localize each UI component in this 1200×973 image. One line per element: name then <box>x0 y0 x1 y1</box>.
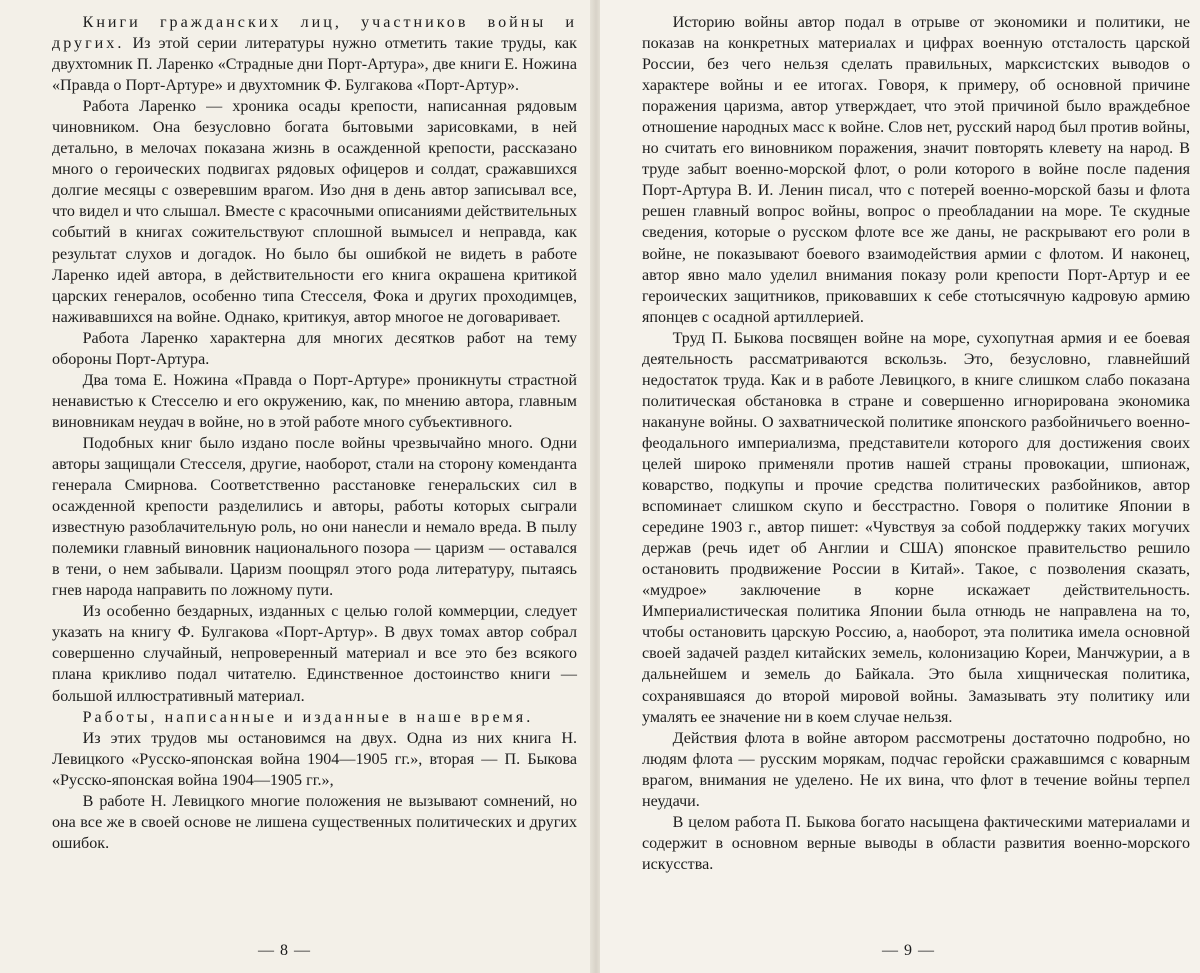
page-number: — 8 — <box>258 942 311 959</box>
paragraph: В целом работа П. Быкова богато насыщена фактическими материалами и содержит в основном верные выводы в области развития военно-морского искусства. <box>642 813 1190 873</box>
paragraph: Подобных книг было издано после войны чрезвычайно много. Одни авторы защищали Стесселя, другие, наоборот, стали на сторону коменданта генерала Смирнова. Соответственно расстановке генеральских сил в осажденной крепости разделились и авторы, работы которых сыграли известную разоблачительную роль, но они нанесли и немало вреда. В пылу полемики главный виновник национального позора — царизм — оставался в тени, о нем забывали. Царизм поощрял этого рода литературу, пытаясь гнев народа направить по ложному пути. <box>52 434 577 600</box>
section-heading: Книги гражданских лиц, участников войны и других. <box>52 14 577 53</box>
paragraph: Из этих трудов мы остановимся на двух. Одна из них книга Н. Левицкого «Русско-японская война 1904—1905 гг.», вторая — П. Быкова «Русско-японская война 1904—1905 гг.», <box>52 729 577 789</box>
paragraph: Два тома Е. Ножина «Правда о Порт-Артуре» проникнуты страстной ненавистью к Стесселю и его окружению, как, по мнению автора, главным виновникам неудач в войне, но в этой работе много субъективного. <box>52 371 577 431</box>
paragraph-text: Из этой серии литературы нужно отметить такие труды, как двухтомник П. Ларенко «Страдные дни Порт-Артура», две книги Е. Ножина «Правда о Порт-Артуре» и двухтомник Ф. Булгакова «Порт-Артур». <box>52 35 577 95</box>
paragraph: Работа Ларенко характерна для многих десятков работ на тему обороны Порт-Артура. <box>52 329 577 368</box>
page-number: — 9 — <box>882 942 935 959</box>
paragraph <box>52 12 577 96</box>
left-page-text <box>52 12 577 854</box>
paragraph: Труд П. Быкова посвящен войне на море, сухопутная армия и ее боевая деятельность рассматриваются вскользь. Это, безусловно, главнейший недостаток труда. Как и в работе Левицкого, в книге слишком слабо показана политическая обстановка в стране и совершенно игнорирована экономика накануне войны. О захватнической политике японского разбойничьего военно-феодального империализма, представители которого для достижения своих целей широко применяли против нашей страны провокации, шпионаж, коварство, подкупы и прочие средства политических разбойников, автор вспоминает слишком скупо и бесстрастно. Говоря о политике Японии в середине 1903 г., автор пишет: «Чувствуя за собой поддержку таких могучих держав (речь идет об Англии и США) японское правительство решило остановить продвижение России в Китай». Такое, с позволения сказать, «мудрое» заключение в корне искажает действительность. Империалистическая политика Японии была отнюдь не направлена на то, чтобы остановить царскую Россию, а, наоборот, эта политика имела основной своей задачей раздел китайских земель, колонизацию Кореи, Манчжурии, а в дальнейшем и земель до Байкала. Это была хищническая политика, сохранявшаяся до второй мировой войны. Замазывать эту политику или умалять ее значение ни в коем случае нельзя. <box>642 329 1190 726</box>
right-page-text <box>642 12 1190 875</box>
paragraph: Историю войны автор подал в отрыве от экономики и политики, не показав на конкретных материалах и цифрах военную отсталость царской России, без чего нельзя сделать правильных, марксистских выводов о характере войны и ее итогах. Говоря, к примеру, об основной причине поражения царизма, автор утверждает, что этой причиной было враждебное отношение народных масс к войне. Слов нет, русский народ был против войны, но считать его виновником поражения, значит повторять клевету на народ. В труде забыт военно-морской флот, о роли которого в войне после падения Порт-Артура В. И. Ленин писал, что с потерей военно-морской базы и флота решен главный вопрос войны, вопрос о преобладании на море. Те скудные сведения, которые о русском флоте все же даны, не раскрывают его роли в войне, не показывают боевого взаимодействия армии с флотом. И наконец, автор явно мало уделил внимания показу роли крепости Порт-Артур и ее героических защитников, приковавших к себе стотысячную кадровую армию японцев с осадной артиллерией. <box>642 14 1190 326</box>
section-heading: Работы, написанные и изданные в наше время. <box>82 708 534 726</box>
paragraph: В работе Н. Левицкого многие положения не вызывают сомнений, но она все же в своей основе не лишена существенных политических и других ошибок. <box>52 792 577 852</box>
paragraph: Работа Ларенко — хроника осады крепости, написанная рядовым чиновником. Она безусловно богата бытовыми зарисовками, в ней детально, в мелочах показана жизнь в осажденной крепости, рассказано много о героических подвигах рядовых офицеров и солдат, сражавшихся долгие месяцы с озверевшим врагом. Изо дня в день автор записывал все, что видел и что слышал. Вместе с красочными описаниями действительных событий в книгах сожительствуют сплошной вымысел и неправда, как результат слухов и догадок. Но было бы ошибкой не видеть в работе Ларенко идей автора, в действительности его книга окрашена критикой царских генералов, особенно типа Стесселя, Фока и других проходимцев, наживавшихся на войне. Однако, критикуя, автор многое не договаривает. <box>52 98 577 326</box>
paragraph: Действия флота в войне автором рассмотрены достаточно подробно, но людям флота — русским морякам, подчас геройски сражавшимся с коварным врагом, внимания не уделено. Не их вина, что флот в течение войны терпел неудачи. <box>642 729 1190 810</box>
paragraph: Из особенно бездарных, изданных с целью голой коммерции, следует указать на книгу Ф. Булгакова «Порт-Артур». В двух томах автор собрал совершенно случайный, непроверенный материал и все это без всякого плана крикливо подал читателю. Единственное достоинство книги — большой иллюстративный материал. <box>52 603 577 705</box>
